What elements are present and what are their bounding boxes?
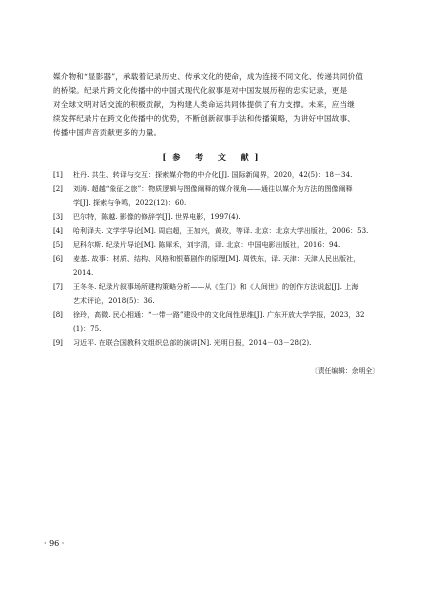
- reference-number: [4]: [53, 227, 63, 235]
- reference-text: 王冬冬. 纪录片叙事场所建构策略分析——从《生门》和《人间世》的创作方法说起[J]. 上海: [73, 283, 359, 291]
- reference-item: [53, 308, 383, 336]
- reference-text: 巴尔特，陈越. 影像的修辞学[J]. 世界电影，1997(4).: [73, 213, 241, 221]
- reference-text: 徐玲，高微. 民心相通：“一带一路”建设中的文化间性思维[J]. 广东开放大学学报，2023，32: [73, 311, 365, 319]
- reference-number: [1]: [53, 171, 63, 179]
- body-line: 传播中国声音贡献更多的力量。: [53, 128, 162, 137]
- reference-number: [2]: [53, 185, 63, 193]
- reference-number: [6]: [53, 255, 63, 263]
- reference-text: 艺术评论，2018(5)：36.: [73, 297, 155, 305]
- references-heading: [参 考 文 献]: [162, 152, 265, 162]
- body-line: 的桥梁。纪录片跨文化传播中的中国式现代化叙事是对中国发展历程的忠实记录，更是: [53, 86, 348, 95]
- responsible-editor-note: 〔责任编辑：余明全〕: [311, 367, 379, 375]
- reference-text: 尼科尔斯. 纪录片导论[M]. 陈犀禾，刘宇清，译. 北京：中国电影出版社，2016：94.: [73, 241, 341, 249]
- reference-text: 哈利泽夫. 文学学导论[M]. 周启超，王加兴，黄玫，等译. 北京：北京大学出版社，2006：53.: [73, 227, 369, 235]
- reference-text: 杜丹. 共生、转译与交互：探索媒介物的中介化[J]. 国际新闻界，2020，42(5)：18－34.: [73, 171, 353, 179]
- reference-item: [53, 238, 383, 252]
- reference-text: 习近平. 在联合国教科文组织总部的演讲[N]. 光明日报，2014－03－28(2).: [73, 339, 312, 347]
- reference-number: [5]: [53, 241, 63, 249]
- page-number: · 96 ·: [44, 539, 65, 548]
- reference-text: 学[J]. 探索与争鸣，2022(12)：60.: [73, 199, 187, 207]
- reference-item: [53, 280, 383, 308]
- reference-text: 刘涛. 超越“象征之旅”：物质逻辑与图像阐释的媒介视角——通往以媒介为方法的图像阐释: [73, 185, 353, 193]
- body-paragraph: [53, 70, 377, 140]
- reference-list: [53, 168, 383, 350]
- reference-text: (1)：75.: [73, 325, 102, 333]
- reference-text: 麦基. 故事：材质、结构、风格和银幕剧作的原理[M]. 周铁东，译. 天津：天津人民出版社，: [73, 255, 361, 263]
- reference-number: [8]: [53, 311, 63, 319]
- reference-item: [53, 182, 383, 210]
- reference-item: [53, 210, 383, 224]
- body-line: 对全球文明对话交流的积极贡献，为构建人类命运共同体提供了有力支撑。未来，应当继: [53, 100, 356, 109]
- reference-text: 2014.: [73, 269, 94, 277]
- reference-number: [3]: [53, 213, 63, 221]
- body-line: 续发挥纪录片在跨文化传播中的优势，不断创新叙事手法和传播策略，为讲好中国故事、: [53, 114, 356, 123]
- body-line: 媒介物和“显影器”，承载着记录历史、传承文化的使命，成为连接不同文化、传递共同价值: [53, 72, 364, 81]
- reference-item: [53, 252, 383, 280]
- reference-number: [7]: [53, 283, 63, 291]
- reference-number: [9]: [53, 339, 63, 347]
- reference-item: [53, 224, 383, 238]
- reference-item: [53, 336, 383, 350]
- reference-item: [53, 168, 383, 182]
